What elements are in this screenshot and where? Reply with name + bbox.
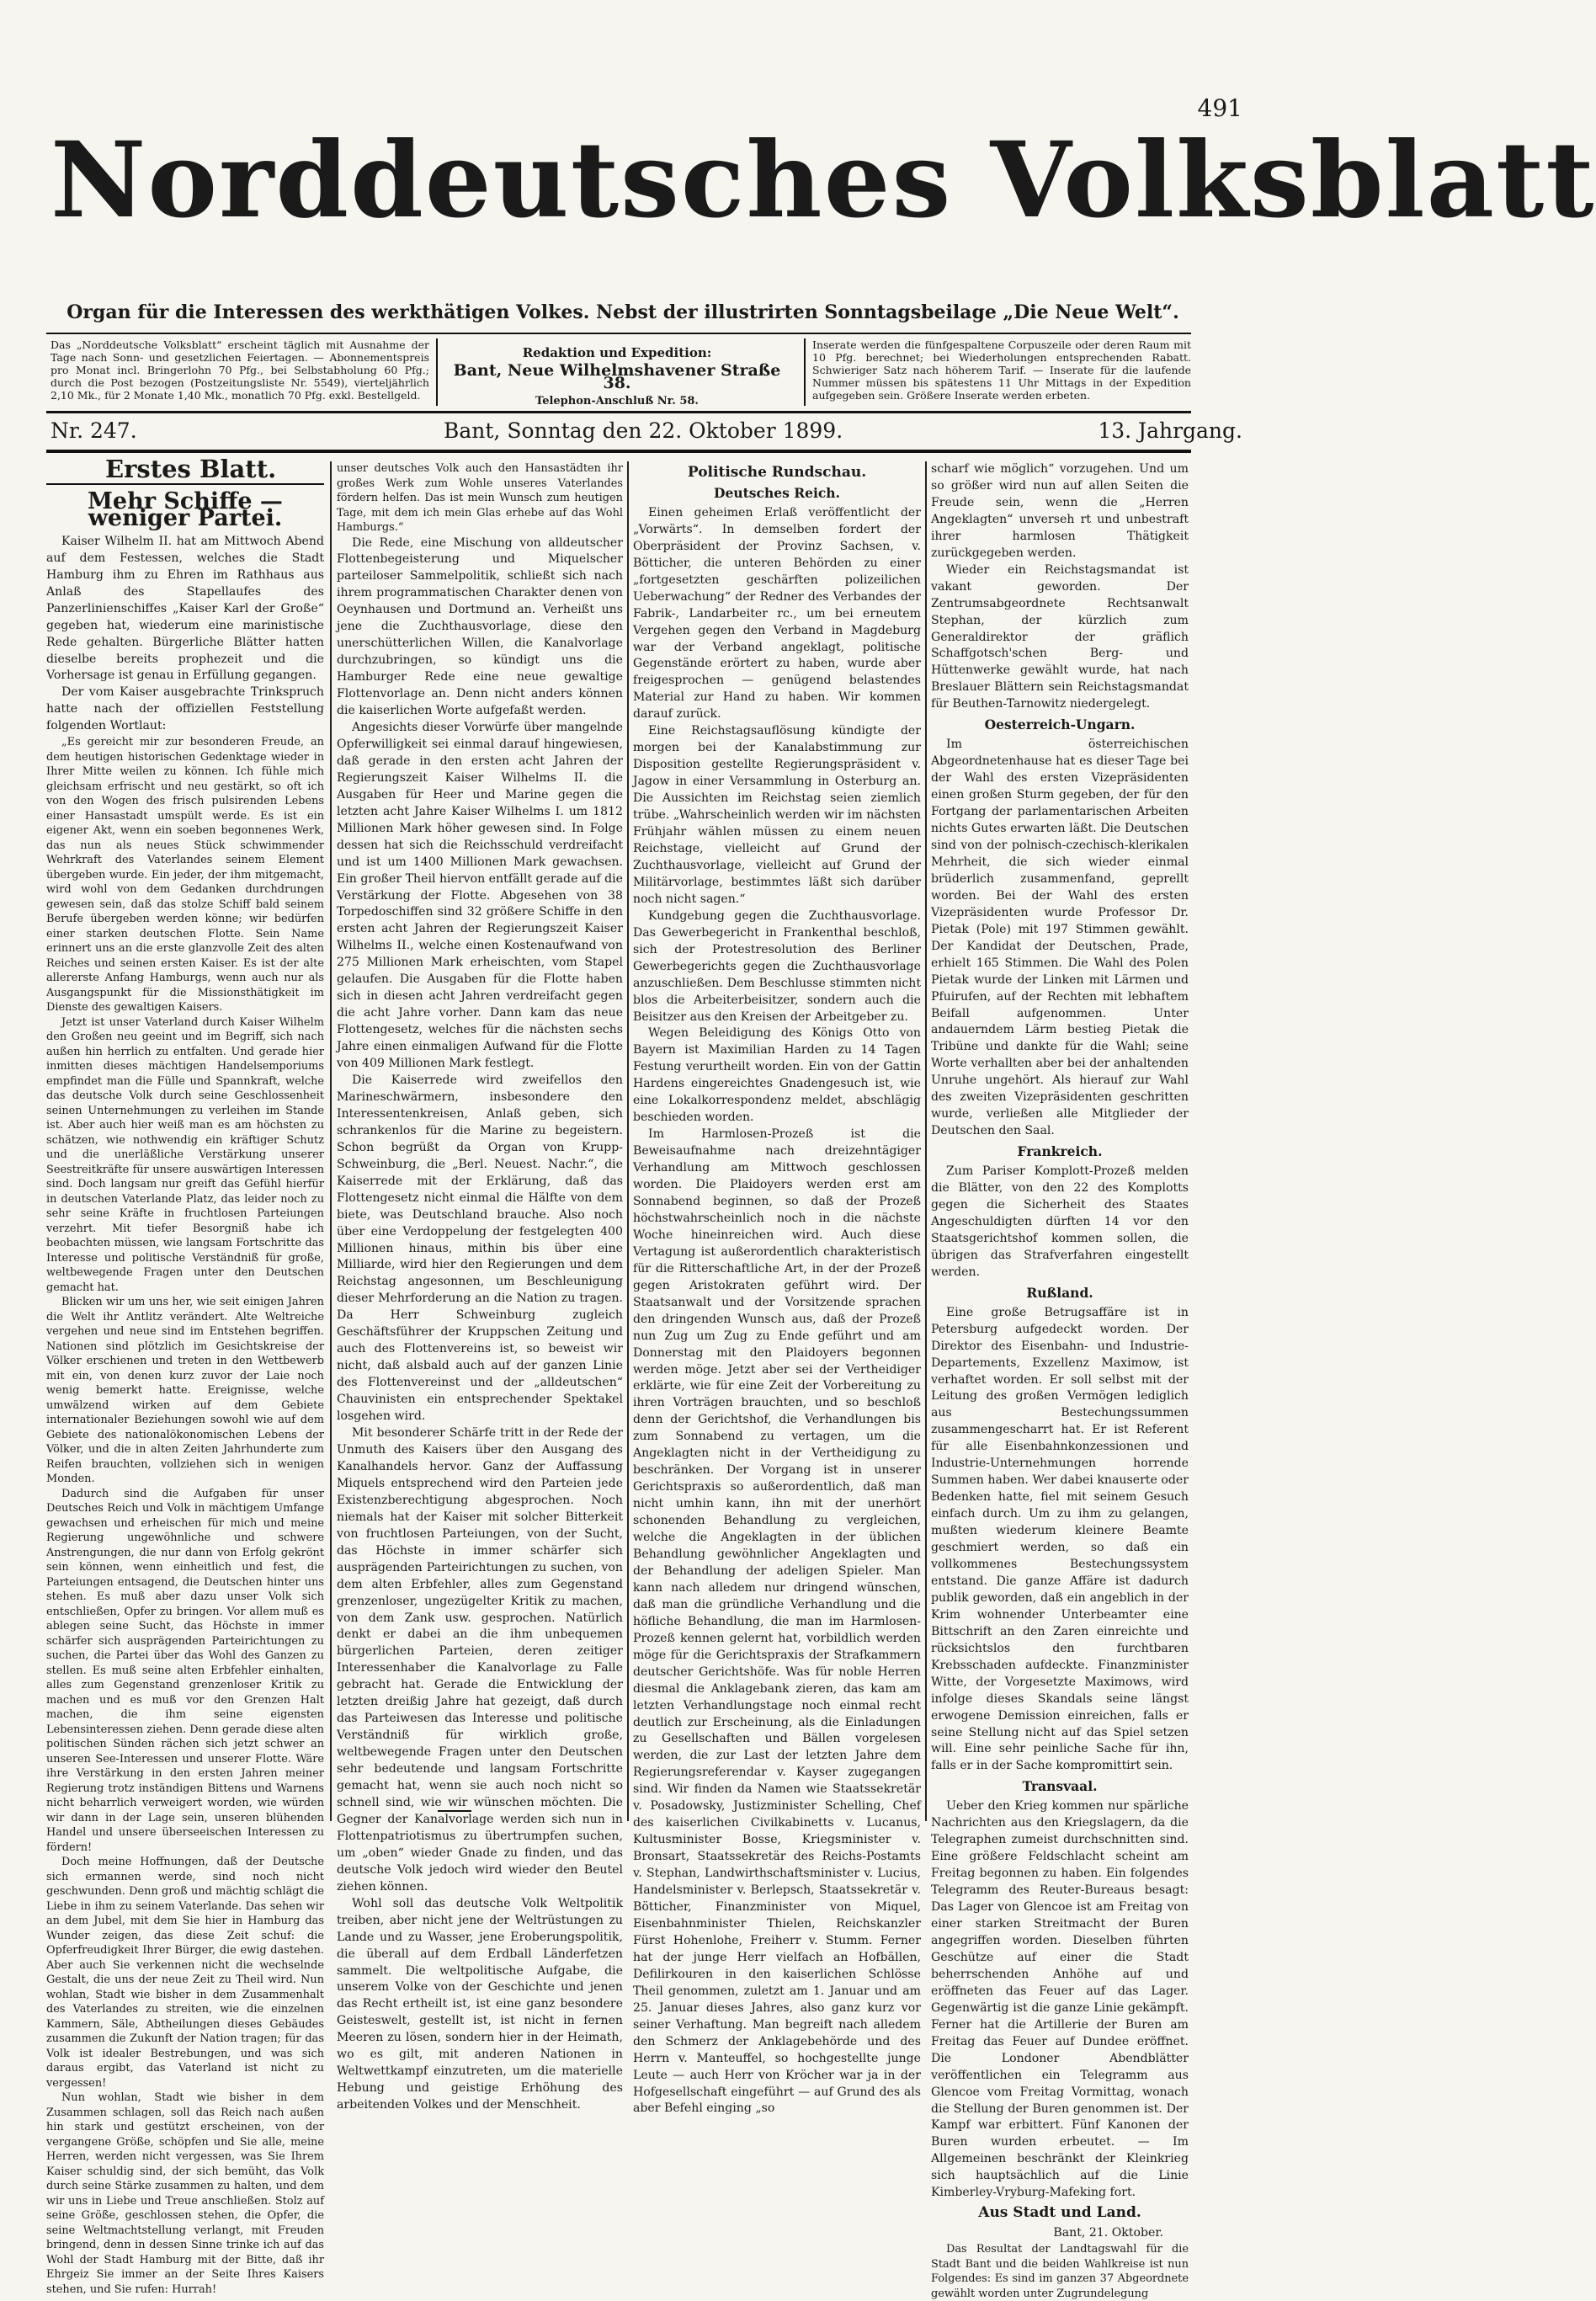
- speech-quote: unser deutsches Volk auch den Hansastädten ihr großes Werk zum Wohle unseres Vaterlandes fördern helfen. Das ist mein Wunsch zum heutigen Tage, mit dem ich mein Glas erhebe auf das Wohl Hamburgs.“: [337, 462, 623, 534]
- column-3: [633, 461, 921, 2116]
- article-paragraph: Kaiser Wilhelm II. hat am Mittwoch Abend auf dem Festessen, welches die Stadt Hamburg ihm zu Ehren im Rathhaus aus Anlaß des Stapellaufes des Panzerlinienschiffes „Kaiser Karl der Große“ gegeben hat, wiederum eine marinistische Rede gehalten. Bürgerliche Blätter hatten dieselbe bereits prophezeit und die Vorhersage ist genau in Erfüllung gegangen.: [46, 534, 324, 683]
- newspaper-masthead: Norddeutsches Volksblatt: [51, 120, 1596, 242]
- subheading-transvaal: Transvaal.: [1022, 1778, 1098, 1795]
- info-divider-right: [804, 338, 806, 406]
- column-divider-1: [330, 461, 332, 1821]
- speech-quote: Dadurch sind die Aufgaben für unser Deutsches Reich und Volk in mächtigem Umfange gewachsen und erheischen für mich und meine Regierung ungewöhnliche und schwere Anstrengungen, die nur dann von Erfolg gekrönt sein können, wenn einheitlich und fest, die Parteiungen entsagend, die Deutschen hinter uns stehen. Es muß aber dazu unser Volk sich entschließen, Opfer zu bringen. Vor allem muß es ablegen seine Sucht, das Höchste in immer schärfer sich ausprägenden Parteirichtungen zu suchen, die Partei über das Wohl des Ganzen zu stellen. Es muß seine alten Erbfehler einhalten, alles zum Gegenstand grenzenloser Kritik zu machen und es muß vor den Grenzen Halt machen, die ihm seine eigensten Lebensinteressen ziehen. Denn gerade diese alten politischen Sünden rächen sich jetzt schwer an unseren See-Interessen und unserer Flotte. Wäre ihre Verstärkung in den ersten Jahren meiner Regierung trotz inständigen Bittens und Warnens nicht beharrlich verweigert worden, wie würden wir dann in der Lage sein, unseren blühenden Handel und unsere überseeischen Interessen zu fördern!: [46, 1487, 324, 1854]
- speech-quote: „Es gereicht mir zur besonderen Freude, an dem heutigen historischen Gedenktage wieder in Ihrer Mitte weilen zu können. Ich fühle mich gleichsam erfrischt und neu gestärkt, so oft ich von den Wogen des frisch pulsirenden Lebens einer Hansastadt umspült werde. Es ist ein eigener Akt, wenn ein soeben begonnenes Werk, das nun als neues Stück schwimmender Wehrkraft des Vaterlandes seinem Element übergeben wurde. Ein jeder, der ihm mitgemacht, wird wohl von dem Gedanken durchdrungen gewesen sein, daß das stolze Schiff bald seinem Berufe übergeben werden könne; wir bedürfen einer starken deutschen Flotte. Sein Name erinnert uns an die erste glanzvolle Zeit des alten Reiches und seinen ersten Kaiser. Es ist der alte allererste Anfang Hamburgs, wenn auch nur als Ausgangspunkt für die Missionsthätigkeit im Dienste des gewaltigen Kaisers.: [46, 736, 324, 1015]
- news-item: Wegen Beleidigung des Königs Otto von Bayern ist Maximilian Harden zu 14 Tagen Festung verurtheilt worden. Ein von der Gattin Hardens eingereichtes Gnadengesuch ist, wie eine Lokalkorrespondenz meldet, abschlägig beschieden worden.: [633, 1026, 921, 1125]
- telephone-line: Telephon-Anschluß Nr. 58.: [535, 395, 699, 407]
- info-divider-left: [436, 338, 438, 406]
- news-item: scharf wie möglich“ vorzugehen. Und um so größer wird nun auf allen Seiten die Freude sein, wenn die „Herren Angeklagten“ unverseh rt und unbestraft ihrer harmlosen Thätigkeit zurückgegeben werden.: [931, 462, 1189, 560]
- column-4: [931, 461, 1189, 2300]
- issue-date: Bant, Sonntag den 22. Oktober 1899.: [444, 418, 843, 443]
- column-2: [337, 461, 623, 2112]
- section-rule: [46, 483, 324, 485]
- subscription-info: Das „Norddeutsche Volksblatt“ erscheint täglich mit Ausnahme der Tage nach Sonn- und gesetzlichen Feiertagen. — Abonnementspreis pro Monat incl. Bringerlohn 70 Pfg., bei Selbstabholung 60 Pfg.; durch die Post bezogen (Postzeitungsliste Nr. 5549), vierteljährlich 2,10 Mk., für 2 Monate 1,40 Mk., monatlich 70 Pfg. exkl. Bestellgeld.: [51, 338, 429, 402]
- lead-article-headline: Mehr Schiffe — weniger Partei.: [88, 487, 283, 531]
- news-item: Das Resultat der Landtagswahl für die Stadt Bant und die beiden Wahlkreise ist nun Folgendes: Es sind im ganzen 37 Abgeordnete gewählt worden unter Zugrundelegung: [931, 2243, 1189, 2300]
- editorial-address-box: [444, 347, 790, 407]
- article-paragraph: Die Rede, eine Mischung von alldeutscher Flottenbegeisterung und Miquelscher parteiloser Sammelpolitik, schließt sich nach ihrem programmatischen Charakter denen von Oeynhausen und Dortmund an. Verheißt uns jene die Zuchthausvorlage, diese den unerschütterlichen Willen, die Kanalvorlage durchzubringen, so kündigt uns die Hamburger Rede eine neue gewaltige Flottenvorlage an. Denn nicht anders können die kaiserlichen Worte aufgefaßt werden.: [337, 535, 623, 718]
- speech-quote: Jetzt ist unser Vaterland durch Kaiser Wilhelm den Großen neu geeint und im Begriff, sich nach außen hin herrlich zu entfalten. Und gerade hier inmitten dieses mächtigen Handelsemporiums empfindet man die Fülle und Spannkraft, welche das deutsche Volk durch seine Geschlossenheit seinen Unternehmungen zu verleihen im Stande ist. Aber auch hier weiß man es am höchsten zu schätzen, wie nothwendig ein kräftiger Schutz und die unerläßliche Verstärkung unserer Seestreitkräfte für unsere auswärtigen Interessen sind. Doch langsam nur greift das Gefühl hierfür in deutschen Vaterlande Platz, das leider noch zu sehr seine Kräfte in fruchtlosen Parteiungen verzehrt. Mit tiefer Besorgniß habe ich beobachten müssen, wie langsam Fortschritte das Interesse und politische Verständniß für große, weltbewegende Fragen unter den Deutschen gemacht hat.: [46, 1015, 324, 1294]
- issue-volume-year: 13. Jahrgang.: [1098, 418, 1242, 443]
- article-paragraph: Die Kaiserrede wird zweifellos den Marineschwärmern, insbesondere den Interessentenkreisen, Anlaß geben, sich schrankenlos für die Marine zu begeistern. Schon begrüßt da Organ von Krupp-Schweinburg, die „Berl. Neuest. Nachr.“, die Kaiserrede mit der Erklärung, daß das Flottengesetz nicht einmal die Hälfte von dem biete, was Deutschland brauche. Also noch über eine Verdoppelung der festgelegten 400 Millionen hinaus, mithin bis über eine Milliarde, wird hier den Regierungen und dem Reichstag angesonnen, um Beschleunigung dieser Mehrforderung an die Nation zu tragen. Da Herr Schweinburg zugleich Geschäftsführer der Kruppschen Zeitung und auch des Flottenvereins ist, so beweist wir nicht, daß alsbald auch auf der ganzen Linie des Flottenvereinst und der „alldeutschen“ Chauvinisten ein entsprechender Spektakel losgehen wird.: [337, 1073, 623, 1424]
- article-paragraph: Angesichts dieser Vorwürfe über mangelnde Opferwilligkeit sei einmal darauf hingewiesen, daß gerade in den ersten acht Jahren der Regierungszeit Kaiser Wilhelms II. die Ausgaben für Heer und Marine gegen die letzten acht Jahre Kaiser Wilhelms I. um 1812 Millionen Mark höher gewesen sind. In Folge dessen hat sich die Reichsschuld verdreifacht und ist um 1400 Millionen Mark gewachsen. Ein großer Theil hiervon entfällt gerade auf die Verstärkung der Flotte. Abgesehen von 38 Torpedoschiffen sind 32 größere Schiffe in den ersten acht Jahren der Regierungszeit Kaiser Wilhelms II., welche einen Kostenaufwand von 275 Millionen Mark erheischten, vom Stapel gelaufen. Die Ausgaben für die Flotte haben sich in diesen acht Jahren verdreifacht gegen die acht Jahre vorher. Dann kam das neue Flottengesetz, welches für die nächsten sechs Jahre einen einmaligen Aufwand für die Flotte von 409 Millionen Mark festlegt.: [337, 720, 623, 1071]
- column-divider-2: [627, 461, 629, 1821]
- speech-quote: Blicken wir um uns her, wie seit einigen Jahren die Welt ihr Antlitz verändert. Alte Weltreiche vergehen und neue sind im Entstehen begriffen. Nationen sind plötzlich im Gesichtskreise der Völker erschienen und treten in den Wettbewerb mit ein, von denen kurz zuvor der Laie noch wenig bemerkt hatte. Ereignisse, welche umwälzend wirken auf dem Gebiete internationaler Beziehungen sowohl wie auf dem Gebiete des nationalökonomischen Lebens der Völker, und die in alten Zeiten Jahrhunderte zum Reifen brauchten, vollziehen sich in wenigen Monden.: [46, 1296, 324, 1486]
- news-item: Eine Reichstagsauflösung kündigte der morgen bei der Kanalabstimmung zur Disposition gestellte Regierungspräsident v. Jagow in einer Versammlung in Osterburg an. Die Aussichten im Reichstag seien ziemlich trübe. „Wahrscheinlich werden wir im nächsten Frühjahr wählen müssen zu einem neuen Reichstage, vielleicht auf Grund der Zuchthausvorlage, vielleicht auf Grund der Militärvorlage, bestimmtes läßt sich darüber noch nicht sagen.“: [633, 724, 921, 906]
- news-item: Eine große Betrugsaffäre ist in Petersburg aufgedeckt worden. Der Direktor des Eisenbahn- und Industrie-Departements, Exzellenz Maximow, ist verhaftet worden. Er soll selbst mit der Leitung des großen Vermögen lediglich aus Bestechungssummen zusammengescharrt hat. Er ist Referent für alle Eisenbahnkonzessionen und Industrie-Unternehmungen horrende Summen haben. Wer dabei knauserte oder Bedenken hatte, fiel mit seinem Gesuch einfach durch. Um zu ihm zu gelangen, mußten wiederum kleinere Beamte geschmiert werden, so daß ein vollkommenes Bestechungssystem entstand. Die ganze Affäre ist dadurch publik geworden, daß ein angeblich in der Krim wohnender Unterbeamter eine Bittschrift an den Zaren einreichte und rücksichtslos den furchtbaren Krebsschaden aufdeckte. Finanzminister Witte, der Vorgesetzte Maximows, wird infolge dieses Skandals seine längst erwogene Demission einreichen, falls er seine Stellung nicht auf das Spiel setzen will. Eine sehr peinliche Sache für ihn, falls er in der Sache kompromittirt sein.: [931, 1305, 1189, 1773]
- news-item: Kundgebung gegen die Zuchthausvorlage. Das Gewerbegericht in Frankenthal beschloß, sich der Protestresolution des Berliner Gewerbegerichts gegen die Zuchthausvorlage anzuschließen. Dem Beschlusse stimmten nicht blos die Arbeiterbeisitzer, sondern auch die Beisitzer aus den Kreisen der Arbeitgeber zu.: [633, 908, 921, 1024]
- page-number: 491: [1197, 94, 1242, 122]
- speech-quote: Nun wohlan, Stadt wie bisher in dem Zusammen schlagen, soll das Reich nach außen hin stark und gestützt erscheinen, von der vergangene Größe, schöpfen und Sie alle, meine Herren, werden nicht vergessen, was Sie Ihrem Kaiser schuldig sind, der sich bemüht, das Volk durch seine Stärke zusammen zu halten, und dem wir uns in Liebe und Treue anschließen. Stolz auf seine Größe, geschlossen stehen, die Opfer, die seine Weltmachtstellung verlangt, mit Freuden bringend, denn in dessen Sinne trinke ich auf das Wohl der Stadt Hamburg mit der Bitte, daß ihr Ehrgeiz Sie immer an der Seite Ihres Kaisers stehen, und Sie rufen: Hurrah!: [46, 2091, 324, 2296]
- article-paragraph: Mit besonderer Schärfe tritt in der Rede der Unmuth des Kaisers über den Ausgang des Kanalhandels hervor. Ganz der Auffassung Miquels entsprechend wird den Parteien jede Existenzberechtigung abgesprochen. Noch niemals hat der Kaiser mit solcher Bitterkeit von fruchtlosen Parteiungen, von der Sucht, das Höchste in immer schärfer sich ausprägenden Parteirichtungen zu suchen, von dem alten Erbfehler, alles zum Gegenstand grenzenloser, ungezügelter Kritik zu machen, von dem Zank usw. gesprochen. Natürlich denkt er dabei an die ihm unbequemen bürgerlichen Parteien, deren zeitiger Interessenhaber die Kanalvorlage zu Falle gebracht hat. Gerade die Entwicklung der letzten dreißig Jahre hat gezeigt, daß durch das Parteiwesen das Interesse und politische Verständniß für wirklich große, weltbewegende Fragen unter den Deutschen sehr bedeutende und langsam Fortschritte gemacht hat, wenn sie auch noch nicht so schnell sind, wie wir wünschen möchten. Die Gegner der Kanalvorlage werden sich nun in Flottenpatriotismus zu übertrumpfen suchen, um „oben“ wieder Gnade zu finden, und das deutsche Volk jedoch wird wieder den Beutel ziehen können.: [337, 1426, 623, 1894]
- editorial-address: Bant, Neue Wilhelmshavener Straße 38.: [453, 361, 781, 392]
- advertising-info: Inserate werden die fünfgespaltene Corpuszeile oder deren Raum mit 10 Pfg. berechnet; bei Wiederholungen entsprechenden Rabatt. Schwieriger Satz nach höherem Tarif. — Inserate für die laufende Nummer müssen bis spätestens 11 Uhr Mittags in der Expedition aufgegeben sein. Größere Inserate werden erbeten.: [812, 338, 1191, 402]
- header-rule-bottom: [46, 450, 1191, 453]
- news-item: Im österreichischen Abgeordnetenhause hat es dieser Tage bei der Wahl des ersten Vizepräsidenten einen großen Sturm gegeben, der für den Fortgang der parlamentarischen Arbeiten nichts Gutes erwarten läßt. Die Deutschen sind von der polnisch-czechisch-klerikalen Mehrheit, die sich wieder einmal brüderlich zusammenfand, geprellt worden. Bei der Wahl des ersten Vizepräsidenten wurde Professor Dr. Pietak (Pole) mit 197 Stimmen gewählt. Der Kandidat der Deutschen, Prade, erhielt 165 Stimmen. Die Wahl des Polen Pietak wurde der Linken mit Lärmen und Pfuirufen, auf der Rechten mit lebhaftem Beifall aufgenommen. Unter andauerndem Lärm bestieg Pietak die Tribüne und dankte für die Wahl; seine Worte verhallten aber bei der anhaltenden Unruhe ungehört. Als hierauf zur Wahl des zweiten Vizepräsidenten geschritten wurde, verließen alle Mitglieder der Deutschen den Saal.: [931, 738, 1189, 1138]
- subheading-deutsches-reich: Deutsches Reich.: [714, 484, 840, 501]
- subheading-russland: Rußland.: [1026, 1284, 1093, 1301]
- news-item: Wieder ein Reichstagsmandat ist vakant geworden. Der Zentrumsabgeordnete Rechtsanwalt Stephan, der kürzlich zum Generaldirektor der gräflich Schaffgotsch'schen Berg- und Hüttenwerke gewählt wurde, hat nach Breslauer Blättern sein Reichstagsmandat für Beuthen-Tarnowitz niedergelegt.: [931, 562, 1189, 711]
- article-paragraph: Wohl soll das deutsche Volk Weltpolitik treiben, aber nicht jene der Weltrüstungen zu Lande und zu Wasser, jene Eroberungspolitik, die überall auf dem Erdball Länderfetzen sammelt. Die weltpolitische Aufgabe, die unserem Volke von der Geschichte und jenen das Recht ertheilt ist, ist eine ganz besondere Geisteswelt, gestellt ist, ist nicht in fernen Meeren zu lösen, sondern hier in der Heimath, wo es gilt, mit anderen Nationen in Weltwettkampf einzutreten, um die materielle Hebung und geistige Erhöhung des arbeitenden Volkes und der Menschheit.: [337, 1896, 623, 2112]
- news-item: Zum Pariser Komplott-Prozeß melden die Blätter, von den 22 des Komplotts gegen die Sicherheit des Staates Angeschuldigten dürften 14 vor den Staatsgerichtshof kommen sollen, die übrigen das Strafverfahren eingestellt werden.: [931, 1164, 1189, 1279]
- article-end-rule: [438, 1810, 471, 1812]
- section-label-erstes-blatt: Erstes Blatt.: [105, 455, 277, 483]
- column-divider-3: [925, 461, 927, 1821]
- news-item: Im Harmlosen-Prozeß ist die Beweisaufnahme nach dreizehntägiger Verhandlung am Mittwoch geschlossen worden. Die Plaidoyers werden erst am Sonnabend beginnen, so daß der Prozeß höchstwahrscheinlich noch in die nächste Woche hineinreichen wird. Auch diese Vertagung ist außerordentlich charakteristisch für die Ritterschaftliche Art, in der der Prozeß gegen Aristokraten geführt wird. Der Staatsanwalt und der Vorsitzende sprachen den dringenden Wunsch aus, daß der Prozeß nun Zug um Zug zu Ende geführt und am Donnerstag mit den Plaidoyers begonnen werden möge. Jetzt aber sei der Vertheidiger erklärte, wie für eine Zeit der Vorbereitung zu ihren Vorträgen brauchten, und so beschloß denn der Gerichtshof, die Verhandlungen bis zum Sonnabend zu vertagen, um die Angeklagten nicht in der Vertheidigung zu beschränken. Der Vorgang ist in unserer Gerichtspraxis so außerordentlich, daß man nicht umhin kann, ihn mit der unerhört schonenden Behandlung zu vergleichen, welche die Angeklagten in der üblichen Behandlung gewöhnlicher Angeklagten und der Behandlung der adeligen Spieler. Man kann nach alledem nur dringend wünschen, daß man die gründliche Verhandlung und die höfliche Behandlung, die man im Harmlosen-Prozeß kennen gelernt hat, vorbildlich werden möge für die Gerichtspraxis der Strafkammern deutscher Gerichtshöfe. Was für noble Herren diesmal die Anklagebank zieren, das kam am letzten Verhandlungstage noch einmal recht deutlich zur Erscheinung, als die Einladungen zu Gesellschaften und Bällen vorgelesen werden, die zur Last der letzten Jahre dem Regierungsreferendar v. Kayser zugegangen sind. Wir finden da Namen wie Staatssekretär v. Posadowsky, Justizminister Schelling, Chef des kaiserlichen Civilkabinetts v. Lucanus, Kultusminister Bosse, Kriegsminister v. Bronsart, Staatssekretär des Reichs-Postamts v. Stephan, Landwirthschaftsminister v. Lucius, Handelsminister v. Berlepsch, Staatssekretär v. Bötticher, Finanzminister von Miquel, Eisenbahnminister Thielen, Reichskanzler Fürst Hohenlohe, Freiherr v. Stumm. Ferner hat der junge Herr vielfach an Hofbällen, Defilirkouren in den kaiserlichen Schlösse Theil genommen, zuletzt am 1. Januar und am 25. Januar dieses Jahres, also ganz kurz vor seiner Verhaftung. Man begreift nach alledem den Schmerz der Anklagebehörde und des Herrn v. Manteuffel, so hochgestellte junge Leute — auch Herr von Kröcher war ja in der Hofgesellschaft eingeführt — auf Grund des als aber Befehl einging „so: [633, 1127, 921, 2116]
- issue-number: Nr. 247.: [51, 418, 137, 443]
- subheading-oesterreich-ungarn: Oesterreich-Ungarn.: [984, 716, 1136, 733]
- article-paragraph: Der vom Kaiser ausgebrachte Trinkspruch hatte nach der offiziellen Feststellung folgenden Wortlaut:: [46, 685, 324, 733]
- masthead-tagline: Organ für die Interessen des werkthätigen Volkes. Nebst der illustrirten Sonntagsbeilage „Die Neue Welt“.: [66, 301, 1179, 323]
- header-rule-top: [46, 333, 1191, 334]
- section-heading-aus-stadt-und-land: Aus Stadt und Land.: [978, 2204, 1141, 2222]
- subheading-frankreich: Frankreich.: [1017, 1143, 1103, 1160]
- news-item: Einen geheimen Erlaß veröffentlicht der „Vorwärts“. In demselben fordert der Oberpräsident der Provinz Sachsen, v. Bötticher, die unteren Behörden zu einer „fortgesetzten geschärften polizeilichen Ueberwachung“ der Redner des Verbandes der Fabrik-, Landarbeiter rc., um bei erneutem Vergehen gegen den Verband in Magdeburg war der Verband angeklagt, politische Gegenstände erörtert zu haben, wurde aber freigesprochen — genügend belastendes Material zur Hand zu haben. Wir kommen darauf zurück.: [633, 505, 921, 722]
- news-item: Ueber den Krieg kommen nur spärliche Nachrichten aus den Kriegslagern, da die Telegraphen zumeist durchschnitten sind. Eine größere Feldschlacht scheint am Freitag begonnen zu haben. Ein folgendes Telegramm des Reuter-Bureaus besagt: Das Lager von Glencoe ist am Freitag von einer starken Streitmacht der Buren angegriffen worden. Dieselben führten Geschütze auf einer die Stadt beherrschenden Anhöhe auf und eröffneten das Feuer auf das Lager. Gegenwärtig ist die ganze Linie gekämpft. Ferner hat die Artillerie der Buren am Freitag das Feuer auf Dundee eröffnet. Die Londoner Abendblätter veröffentlichen ein Telegramm aus Glencoe vom Freitag Vormittag, wonach die Stellung der Buren genommen ist. Der Kampf war erbittert. Fünf Kanonen der Buren wurden erbeutet. — Im Allgemeinen beschränkt der Kleinkrieg sich hauptsächlich auf die Linie Kimberley-Vryburg-Mafeking fort.: [931, 1799, 1189, 2200]
- column-1: [46, 455, 324, 2296]
- section-heading-politische-rundschau: Politische Rundschau.: [687, 464, 867, 481]
- header-rule-middle: [46, 411, 1191, 413]
- local-dateline: Bant, 21. Oktober.: [1053, 2226, 1163, 2240]
- speech-quote: Doch meine Hoffnungen, daß der Deutsche sich ermannen werde, sind noch nicht geschwunden. Denn groß und mächtig schlägt die Liebe in ihm zu seinem Vaterlande. Das sehen wir an dem Jubel, mit dem Sie hier in Hamburg das Wunder zeigen, das diese Zeit schuf: die Opferfreudigkeit Ihrer Bürger, die ewig dastehen. Aber auch Sie verkennen nicht die wechselnde Gestalt, die uns der neue Zeit zu Theil wird. Nun wohlan, Stadt wie bisher in dem Zusammenhalt des Vaterlandes zu streiten, wie die einzelnen Kammern, Säle, Abtheilungen dieses Gebäudes zusammen die Zukunft der Nation tragen; für das Volk ist idealer Bestrebungen, und was sich daraus ergibt, das Vaterland ist nicht zu vergessen!: [46, 1856, 324, 2090]
- editorial-heading: Redaktion und Expedition:: [522, 345, 712, 360]
